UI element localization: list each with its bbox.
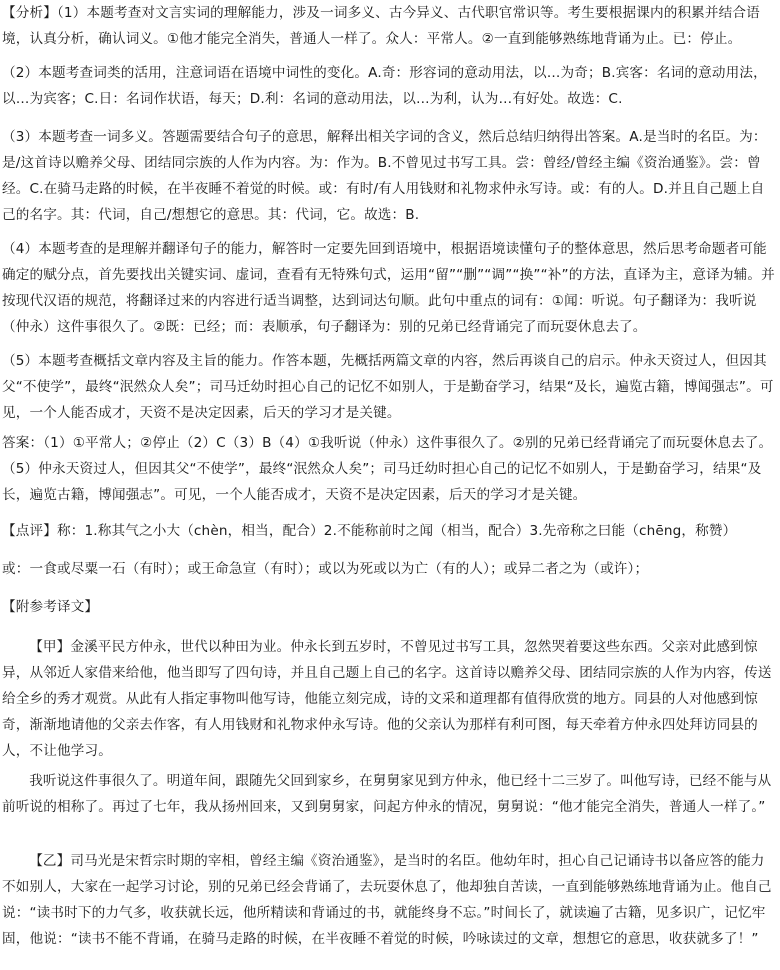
comment-paragraph: 【点评】称：1.称其气之小大（chèn，相当，配合）2.不能称前时之闻（相当，配合）3.先帝称之曰能（chēng，称赞） [2, 523, 737, 539]
analysis-paragraph-3: （3）本题考查一词多义。答题需要结合句子的意思，解释出相关字词的含义，然后总结归纳得出答案。A.是当时的名臣。为：是/这首诗以赡养父母、团结同宗族的人作为内容。为：作为。B.不曾见过书写工具。尝：曾经/曾经主编《资治通鉴》。尝：曾经。C.在骑马走路的时候，在半夜睡不着觉的时候。或：有时/有人用钱财和礼物求仲永写诗。或：有的人。D.并且自己题上自己的名字。其：代词，自己/想想它的意思。其：代词，它。故选：B. [2, 129, 767, 223]
translation-heading: 【附参考译文】 [2, 599, 99, 615]
analysis-paragraph-4: （4）本题考查的是理解并翻译句子的能力，解答时一定要先回到语境中，根据语境读懂句子的整体意思，然后思考命题者可能确定的赋分点，首先要找出关键实词、虚词，查看有无特殊句式，运用“留”“删”“调”“换”“补”的方法，直译为主，意译为辅。并按现代汉语的规范，将翻译过来的内容进行适当调整，达到词达句顺。此句中重点的词有：①闻：听说。句子翻译为：我听说（仲永）这件事很久了。②既：已经；而：表顺承，句子翻译为：别的兄弟已经背诵完了而玩耍休息去了。 [2, 241, 775, 335]
analysis-paragraph-2: （2）本题考查词类的活用，注意词语在语境中词性的变化。A.奇：形容词的意动用法，以…为奇；B.宾客：名词的意动用法，以…为宾客；C.日：名词作状语，每天；D.利：名词的意动用法，以…为利，认为…有好处。故选：C. [2, 65, 767, 107]
translation-yi-paragraph: 【乙】司马光是宋哲宗时期的宰相，曾经主编《资治通鉴》，是当时的名臣。他幼年时，担心自己记诵诗书以备应答的能力不如别人，大家在一起学习讨论，别的兄弟已经会背诵了，去玩耍休息了，他却独自苦读，一直到能够熟练地背诵为止。他自己说：“读书时下的力气多，收获就长远，他所精读和背诵过的书，就能终身不忘。”时间长了，就读遍了古籍，见多识广，记忆牢固，他说：“读书不能不背诵，在骑马走路的时候，在半夜睡不着觉的时候，吟咏读过的文章，想想它的意思，收获就多了！” [2, 853, 772, 947]
huo-usage-paragraph: 或：一食或尽粟一石（有时）；或王命急宣（有时）；或以为死或以为亡（有的人）；或异二者之为（或许）； [2, 561, 649, 577]
translation-jia-continued-paragraph: 我听说这件事很久了。明道年间，跟随先父回到家乡，在舅舅家见到方仲永，他已经十二三岁了。叫他写诗，已经不能与从前听说的相称了。再过了七年，我从扬州回来，又到舅舅家，问起方仲永的情况，舅舅说：“他才能完全消失，普通人一样了。” [2, 773, 772, 815]
analysis-paragraph-5: （5）本题考查概括文章内容及主旨的能力。作答本题，先概括两篇文章的内容，然后再谈自己的启示。仲永天资过人，但因其父“不使学”，最终“泯然众人矣”；司马迁幼时担心自己的记忆不如别人，于是勤奋学习，结果“及长，遍览古籍，博闻强志”。可见，一个人能否成才，天资不是决定因素，后天的学习才是关键。 [2, 353, 774, 421]
translation-jia-paragraph: 【甲】金溪平民方仲永，世代以种田为业。仲永长到五岁时，不曾见过书写工具，忽然哭着要这些东西。父亲对此感到惊异，从邻近人家借来给他，他当即写了四句诗，并且自己题上自己的名字。这首诗以赡养父母、团结同宗族的人作为内容，传送给全乡的秀才观赏。从此有人指定事物叫他写诗，他能立刻完成，诗的文采和道理都有值得欣赏的地方。同县的人对他感到惊奇，渐渐地请他的父亲去作客，有人用钱财和礼物求仲永写诗。他的父亲认为那样有利可图，每天牵着方仲永四处拜访同县的人，不让他学习。 [2, 639, 772, 759]
answer-paragraph: 答案：（1）①平常人；②停止（2）C（3）B（4）①我听说（仲永）这件事很久了。②别的兄弟已经背诵完了而玩耍休息去了。（5）仲永天资过人，但因其父“不使学”，最终“泯然众人矣”；司马迁幼时担心自己的记忆不如别人，于是勤奋学习，结果“及长，遍览古籍，博闻强志”。可见，一个人能否成才，天资不是决定因素，后天的学习才是关键。 [2, 435, 773, 503]
analysis-paragraph-1: 【分析】（1）本题考查对文言实词的理解能力，涉及一词多义、古今异义、古代职官常识等。考生要根据课内的积累并结合语境，认真分析，确认词义。①他才能完全消失，普通人一样了。众人：平常人。②一直到能够熟练地背诵为止。已：停止。 [2, 5, 760, 47]
